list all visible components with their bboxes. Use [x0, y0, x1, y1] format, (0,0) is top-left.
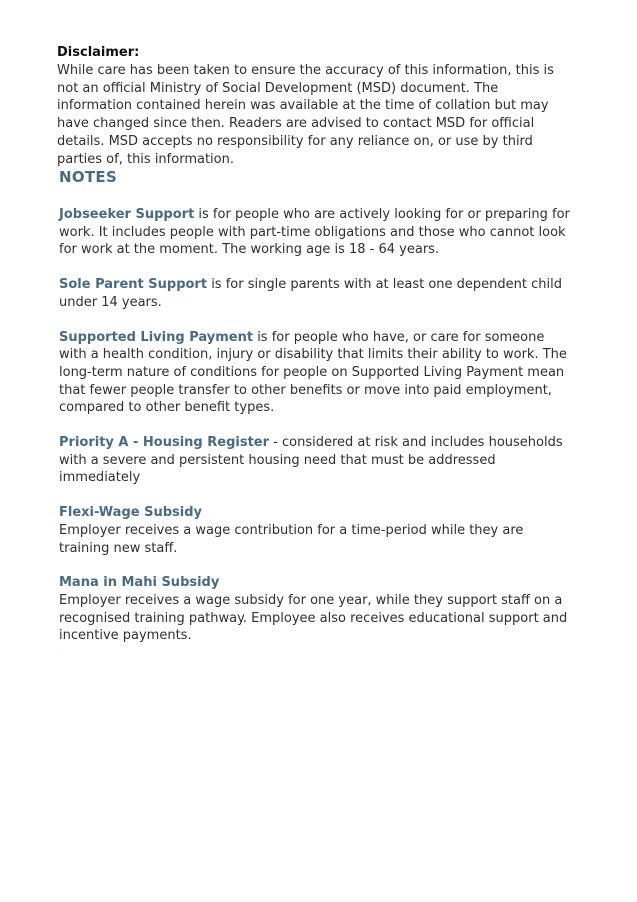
note-jobseeker-support	[59, 206, 571, 259]
note-term: Supported Living Payment	[59, 329, 254, 345]
notes-heading: NOTES	[59, 168, 118, 186]
note-term: Jobseeker Support	[59, 207, 195, 222]
note-text: is for people who are actively looking for or preparing for work. It includes people with part-time obligations and those who cannot look for work at the moment. The working age is 18 - 64 years.	[59, 207, 570, 258]
note-supported-living-payment	[59, 329, 571, 418]
note-text: Employer receives a wage contribution for a time-period while they are training new staff.	[59, 522, 524, 556]
stray-dot: ·	[59, 649, 61, 657]
note-term: Flexi-Wage Subsidy	[59, 505, 202, 521]
note-flexi-wage-subsidy	[59, 504, 571, 557]
document-page	[57, 44, 572, 657]
note-text: is for people who have, or care for someone with a health condition, injury or disability that limits their ability to work. The long-term nature of conditions for people on Supported Living Payment mean that fewer people transfer to other benefits or move into paid employment, compared to other benefit types.	[59, 329, 567, 416]
disclaimer-text: While care has been taken to ensure the accuracy of this information, this is not an official Ministry of Social Development (MSD) document. The information contained herein was available at the time of collation but may have changed since then. Readers are advised to contact MSD for official details. MSD accepts no responsibility for any reliance on, or use by third parties of, this information.	[57, 63, 554, 167]
note-text: - considered at risk and includes households with a severe and persistent housing need that must be addressed immediately	[59, 435, 563, 486]
note-mana-in-mahi-subsidy	[59, 574, 571, 645]
note-term: Priority A - Housing Register	[59, 435, 270, 451]
note-text: Employer receives a wage subsidy for one year, while they support staff on a recognised training pathway. Employee also receives educational support and incentive payments.	[59, 592, 568, 644]
note-term: Sole Parent Support	[59, 277, 208, 293]
note-sole-parent-support	[59, 276, 571, 311]
disclaimer-title: Disclaimer:	[57, 45, 140, 60]
note-priority-a-housing-register	[59, 434, 571, 487]
note-text: is for single parents with at least one dependent child under 14 years.	[59, 277, 562, 310]
note-term: Mana in Mahi Subsidy	[59, 575, 220, 591]
notes-list	[59, 206, 571, 656]
